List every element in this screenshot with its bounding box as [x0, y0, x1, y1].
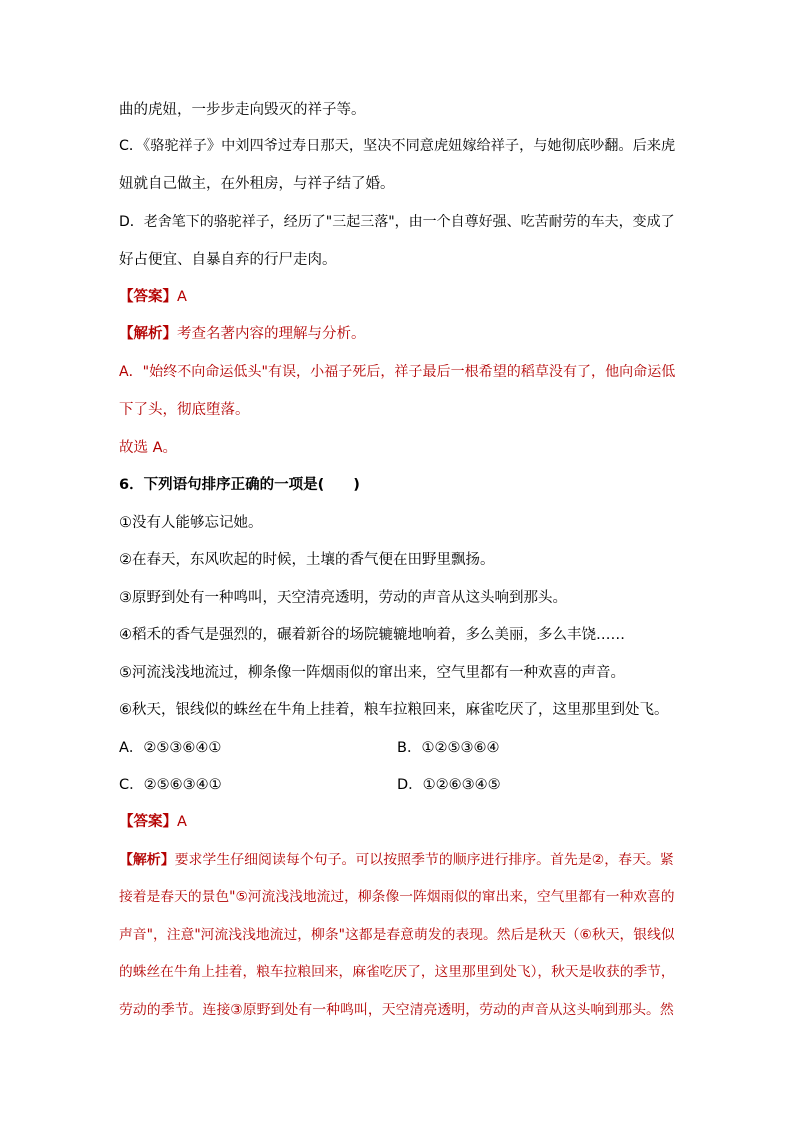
text-line: 曲的虎妞，一步步走向毁灭的祥子等。 — [119, 102, 366, 118]
option-a: A．②⑤③⑥④① — [119, 740, 222, 756]
analysis-line — [119, 324, 366, 344]
answer-line — [119, 812, 187, 832]
text-line: 好占便宜、自暴自弃的行尸走肉。 — [119, 252, 337, 268]
sentence-1: ①没有人能够忘记她。 — [119, 515, 263, 531]
analysis-detail: 下了头，彻底堕落。 — [119, 402, 250, 418]
analysis-tag: 【解析】 — [119, 326, 177, 342]
sentence-5: ⑤河流浅浅地流过，柳条像一阵烟雨似的窜出来，空气里都有一种欢喜的声音。 — [119, 665, 625, 681]
analysis-line — [119, 850, 674, 870]
sentence-6: ⑥秋天，银线似的蛛丝在牛角上挂着，粮车拉粮回来，麻雀吃厌了，这里那里到处飞。 — [119, 702, 669, 718]
answer-value: A — [177, 814, 187, 830]
answer-value: A — [177, 289, 187, 305]
analysis-detail: 劳动的季节。连接③原野到处有一种鸣叫，天空清亮透明，劳动的声音从这头响到那头。然 — [119, 1002, 674, 1018]
option-d: D．①②⑥③④⑤ — [397, 777, 501, 793]
question-stem: 6．下列语句排序正确的一项是( ) — [119, 477, 360, 493]
analysis-detail: 的蛛丝在牛角上挂着，粮车拉粮回来，麻雀吃厌了，这里那里到处飞），秋天是收获的季节， — [119, 964, 675, 980]
option-d-line: D．老舍笔下的骆驼祥子，经历了"三起三落"，由一个自尊好强、吃苦耐劳的车夫，变成了 — [119, 214, 675, 230]
sentence-4: ④稻禾的香气是强烈的，碾着新谷的场院辘辘地响着，多么美丽，多么丰饶…… — [119, 627, 625, 643]
option-b: B．①②⑤③⑥④ — [397, 740, 500, 756]
answer-tag: 【答案】 — [119, 289, 177, 305]
option-c: C．②⑤⑥③④① — [119, 777, 222, 793]
analysis-text: 考查名著内容的理解与分析。 — [177, 326, 366, 342]
analysis-tag: 【解析】 — [119, 852, 175, 868]
analysis-conclusion: 故选 A。 — [119, 440, 178, 456]
text-line: 妞就自己做主，在外租房，与祥子结了婚。 — [119, 176, 395, 192]
analysis-text: 要求学生仔细阅读每个句子。可以按照季节的顺序进行排序。首先是②，春天。紧 — [174, 852, 674, 868]
option-c-line: C．《骆驼祥子》中刘四爷过寿日那天，坚决不同意虎妞嫁给祥子，与她彻底吵翻。后来虎 — [119, 138, 676, 154]
analysis-detail: 接着是春天的景色"⑤河流浅浅地流过，柳条像一阵烟雨似的窜出来，空气里都有一种欢喜的 — [119, 889, 675, 905]
answer-line — [119, 287, 187, 307]
analysis-detail: 声音"，注意"河流浅浅地流过，柳条"这都是春意萌发的表现。然后是秋天（⑥秋天，银线似 — [119, 927, 675, 943]
sentence-3: ③原野到处有一种鸣叫，天空清亮透明，劳动的声音从这头响到那头。 — [119, 590, 567, 606]
analysis-detail: A．"始终不向命运低头"有误，小福子死后，祥子最后一根希望的稻草没有了，他向命运低 — [119, 364, 676, 380]
answer-tag: 【答案】 — [119, 814, 177, 830]
sentence-2: ②在春天，东风吹起的时候，土壤的香气便在田野里飘扬。 — [119, 552, 495, 568]
